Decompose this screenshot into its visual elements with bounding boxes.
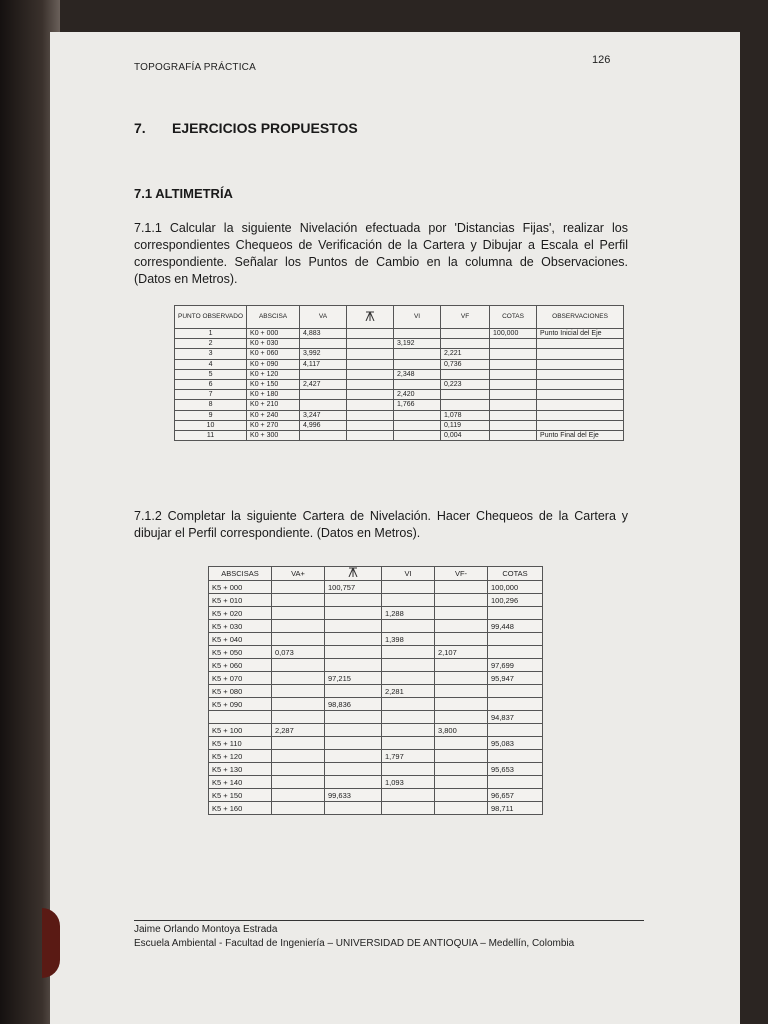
table-cell [537,359,624,369]
table-cell: 5 [175,369,247,379]
table-cell: 2,287 [272,724,325,737]
table-cell: K5 + 020 [209,607,272,620]
table-header-cell: COTAS [490,306,537,329]
table-cell [490,420,537,430]
subsection-title: 7.1 ALTIMETRÍA [134,186,233,201]
table-cell [490,349,537,359]
table-cell [490,400,537,410]
table-cell: 0,223 [441,379,490,389]
table-cell [347,339,394,349]
table-cell: 9 [175,410,247,420]
table-cell [325,659,382,672]
table-header-row [175,306,624,329]
table-cell: 0,004 [441,430,490,440]
table-cell [490,339,537,349]
leveling-table-2 [208,566,543,815]
table-cell [435,672,488,685]
table-row [175,390,624,400]
table-cell: K5 + 090 [209,698,272,711]
table-cell: 2,348 [394,369,441,379]
table-cell: 3,800 [435,724,488,737]
table-cell [435,698,488,711]
table-cell [382,724,435,737]
table-cell [490,390,537,400]
table-cell: 1,288 [382,607,435,620]
table-header-cell: VF [441,306,490,329]
table-cell [435,711,488,724]
table-row [175,430,624,440]
table-cell [537,390,624,400]
table-cell [300,390,347,400]
table-cell: K0 + 240 [247,410,300,420]
table-header-cell: ABSCISAS [209,567,272,581]
table-row [175,339,624,349]
table-cell: 95,083 [488,737,543,750]
table-cell: K0 + 150 [247,379,300,389]
table-cell [382,711,435,724]
table-row [209,802,543,815]
table-cell [272,711,325,724]
table-cell [488,750,543,763]
table-header-cell: PUNTO OBSERVADO [175,306,247,329]
exercise-2-text: 7.1.2 Completar la siguiente Cartera de Nivelación. Hacer Chequeos de la Cartera y dibujar el Perfil correspondiente. (Datos en Metros). [134,509,628,540]
table-cell [272,620,325,633]
tripod-level-icon [364,311,376,321]
table-cell: K5 + 000 [209,581,272,594]
table-cell: 3,192 [394,339,441,349]
table-cell: 4 [175,359,247,369]
table-row [175,410,624,420]
table-cell [537,400,624,410]
table-cell [441,390,490,400]
table-cell [435,737,488,750]
leveling-table-1 [174,305,624,441]
table-header-cell: VA+ [272,567,325,581]
table-cell [272,607,325,620]
exercise-1-text: 7.1.1 Calcular la siguiente Nivelación efectuada por 'Distancias Fijas', realizar los correspondientes Chequeos de Verificación de la Cartera y Dibujar a Escala el Perfil correspondiente. Señalar los Puntos de Cambio en la columna de Observaciones. (Datos en Metros). [134,221,628,286]
table-header-cell [347,306,394,329]
section-number: 7. [134,120,146,136]
table-cell [488,646,543,659]
table-cell [435,607,488,620]
table-cell [490,359,537,369]
table-cell [382,646,435,659]
table-cell [490,379,537,389]
table-cell [272,659,325,672]
table-cell: 99,633 [325,789,382,802]
table-cell [347,379,394,389]
table-cell: 0,736 [441,359,490,369]
table-cell [382,763,435,776]
table-cell [300,400,347,410]
table-cell [325,646,382,659]
table-cell [347,400,394,410]
table-cell [490,430,537,440]
table-cell [382,620,435,633]
table-cell [441,339,490,349]
table-cell: K5 + 110 [209,737,272,750]
table-cell: K5 + 030 [209,620,272,633]
table-row [209,724,543,737]
table-cell [537,369,624,379]
table-cell: 2,427 [300,379,347,389]
table-cell [272,776,325,789]
table-cell [325,607,382,620]
table-cell: 100,296 [488,594,543,607]
table-cell [325,711,382,724]
table-cell: 97,215 [325,672,382,685]
table-row [175,329,624,339]
table-cell: 98,836 [325,698,382,711]
table-cell [347,359,394,369]
table-cell [347,369,394,379]
table-cell: K5 + 140 [209,776,272,789]
table-row [209,620,543,633]
table-row [175,420,624,430]
table-cell [272,594,325,607]
table-row [209,737,543,750]
table-cell [300,430,347,440]
table-cell: 95,653 [488,763,543,776]
table-header-row [209,567,543,581]
table-header-cell: VI [382,567,435,581]
table-cell: K5 + 150 [209,789,272,802]
table-row [209,711,543,724]
table-cell [272,763,325,776]
table-header-cell: VF- [435,567,488,581]
table-cell [272,685,325,698]
table-cell: K5 + 160 [209,802,272,815]
table-cell [272,633,325,646]
table-cell [382,737,435,750]
table-cell [325,776,382,789]
table-cell [347,349,394,359]
table-cell [272,737,325,750]
table-cell [347,410,394,420]
table-row [209,698,543,711]
table-cell: 100,000 [488,581,543,594]
table-cell: 2,420 [394,390,441,400]
table-row [175,349,624,359]
running-header: TOPOGRAFÍA PRÁCTICA [134,62,256,73]
table-cell [435,620,488,633]
table-cell [209,711,272,724]
table-row [175,359,624,369]
table-row [209,594,543,607]
table-cell: 3,992 [300,349,347,359]
table-cell: K0 + 210 [247,400,300,410]
table-cell: K5 + 100 [209,724,272,737]
table-cell: K0 + 300 [247,430,300,440]
table-cell [394,420,441,430]
table-cell [488,607,543,620]
table-cell [272,802,325,815]
table-cell [488,698,543,711]
table-cell: 1,797 [382,750,435,763]
table-cell [490,410,537,420]
table-cell [325,620,382,633]
table-cell [537,339,624,349]
table-cell [394,379,441,389]
table-cell: 100,000 [490,329,537,339]
table-cell [435,685,488,698]
table-cell: Punto Inicial del Eje [537,329,624,339]
table-cell [394,410,441,420]
table-row [209,763,543,776]
table-cell: 96,657 [488,789,543,802]
table-cell [435,763,488,776]
table-cell [325,594,382,607]
table-cell: 99,448 [488,620,543,633]
table-cell: 98,711 [488,802,543,815]
table-cell: 1,093 [382,776,435,789]
table-cell: K0 + 030 [247,339,300,349]
table-cell: 0,073 [272,646,325,659]
table-cell: 3 [175,349,247,359]
table-cell [382,789,435,802]
table-cell [347,430,394,440]
table-cell [325,724,382,737]
table-row [209,685,543,698]
binder-clip [42,908,60,978]
table-row [209,776,543,789]
table-header-cell: VI [394,306,441,329]
table-cell [272,750,325,763]
table-cell [435,750,488,763]
table-cell [488,724,543,737]
table-row [209,789,543,802]
table-header-cell: ABSCISA [247,306,300,329]
tripod-level-icon [347,567,359,577]
table-cell: K5 + 010 [209,594,272,607]
table-cell [325,685,382,698]
table-cell [300,369,347,379]
table-cell [272,672,325,685]
table-row [209,633,543,646]
table-cell [435,594,488,607]
table-row [209,646,543,659]
table-cell [441,369,490,379]
table-cell [382,594,435,607]
table-cell: 94,837 [488,711,543,724]
table-cell: 2,221 [441,349,490,359]
table-cell [435,776,488,789]
table-cell [382,659,435,672]
table-cell: 97,699 [488,659,543,672]
table-cell [435,633,488,646]
table-cell [347,420,394,430]
table-cell [394,359,441,369]
table-cell [537,349,624,359]
table-cell: K5 + 130 [209,763,272,776]
table-cell: 4,996 [300,420,347,430]
table-cell: K0 + 000 [247,329,300,339]
table-cell [441,400,490,410]
table-cell [272,698,325,711]
table-header-cell: COTAS [488,567,543,581]
table-cell [347,329,394,339]
table-cell [325,750,382,763]
table-cell [325,633,382,646]
table-header-cell: VA [300,306,347,329]
table-cell [488,633,543,646]
table-cell: K5 + 120 [209,750,272,763]
table-cell [435,789,488,802]
table-cell [435,659,488,672]
table-cell [537,410,624,420]
table-row [175,369,624,379]
table-cell [300,339,347,349]
table-cell: 100,757 [325,581,382,594]
table-row [209,672,543,685]
table-cell: 6 [175,379,247,389]
table-cell: K5 + 040 [209,633,272,646]
table-cell [325,763,382,776]
table-cell: K5 + 060 [209,659,272,672]
table-cell [382,802,435,815]
table-cell [382,581,435,594]
table-cell: 0,119 [441,420,490,430]
table-cell [325,737,382,750]
table-cell [394,349,441,359]
table-cell: K0 + 090 [247,359,300,369]
table-cell [272,789,325,802]
table-cell: 8 [175,400,247,410]
table-cell: Punto Final del Eje [537,430,624,440]
table-header-cell [325,567,382,581]
table-cell [488,776,543,789]
table-cell: K5 + 070 [209,672,272,685]
table-cell [394,329,441,339]
table-cell: K0 + 180 [247,390,300,400]
table-cell [382,698,435,711]
table-cell [435,581,488,594]
table-row [175,400,624,410]
table-cell [490,369,537,379]
table-cell [382,672,435,685]
table-cell: 10 [175,420,247,430]
table-cell [441,329,490,339]
table-cell: 95,947 [488,672,543,685]
table-cell: 2 [175,339,247,349]
table-cell: 2,107 [435,646,488,659]
table-row [209,607,543,620]
table-cell: 11 [175,430,247,440]
table-cell [272,581,325,594]
table-row [209,659,543,672]
footer-author: Jaime Orlando Montoya Estrada [134,924,278,935]
page-number: 126 [592,54,611,66]
table-row [209,750,543,763]
table-cell: K0 + 120 [247,369,300,379]
table-cell [347,390,394,400]
footer-rule [134,920,644,921]
table-cell [488,685,543,698]
table-cell: K0 + 270 [247,420,300,430]
table-row [209,581,543,594]
footer-institution: Escuela Ambiental - Facultad de Ingeniería – UNIVERSIDAD DE ANTIOQUIA – Medellín, Colombia [134,938,575,949]
table-cell: 1,398 [382,633,435,646]
table-cell [435,802,488,815]
table-cell: 3,247 [300,410,347,420]
table-header-cell: OBSERVACIONES [537,306,624,329]
table-cell: 2,281 [382,685,435,698]
table-cell: 4,117 [300,359,347,369]
document-page [50,32,740,1024]
table-cell [394,430,441,440]
table-cell: K5 + 080 [209,685,272,698]
section-title: EJERCICIOS PROPUESTOS [172,120,358,136]
table-cell [325,802,382,815]
table-cell: 1 [175,329,247,339]
table-cell [537,420,624,430]
table-cell: 1,078 [441,410,490,420]
table-cell: 4,883 [300,329,347,339]
table-row [175,379,624,389]
table-cell: 7 [175,390,247,400]
table-cell: 1,766 [394,400,441,410]
table-cell: K5 + 050 [209,646,272,659]
table-cell [537,379,624,389]
table-cell: K0 + 060 [247,349,300,359]
